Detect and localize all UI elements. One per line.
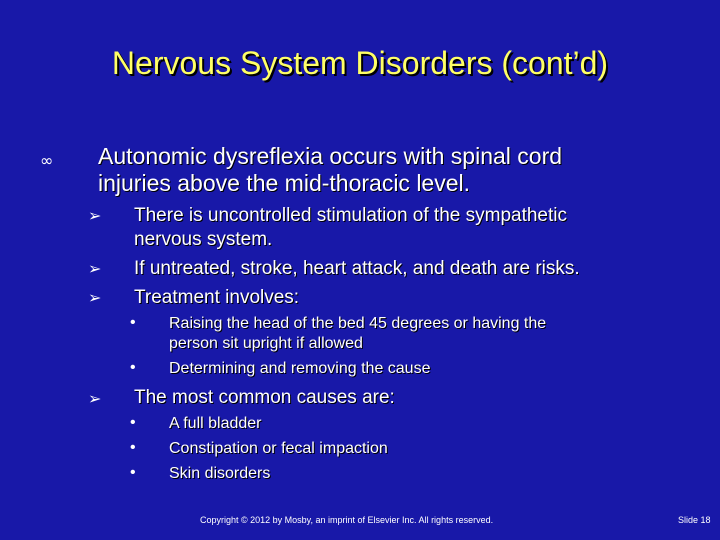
sub-item-4: The most common causes are: — [134, 387, 395, 408]
main-bullet-line-2: injuries above the mid-thoracic level. — [98, 170, 471, 196]
arrow-bullet-icon: ➢ — [88, 391, 102, 408]
treatment-item-1-line-1: Raising the head of the bed 45 degrees or having the — [169, 315, 547, 332]
copyright-footer: Copyright © 2012 by Mosby, an imprint of Elsevier Inc. All rights reserved. — [200, 515, 494, 525]
main-bullet-line-1: Autonomic dysreflexia occurs with spinal cord — [98, 143, 563, 169]
arrow-bullet-icon: ➢ — [88, 208, 102, 225]
slide-number: Slide 18 — [678, 515, 711, 525]
slide-title: Nervous System Disorders (cont’d) — [111, 45, 609, 81]
treatment-item-1-line-2: person sit upright if allowed — [169, 335, 363, 352]
sub-item-1-line-2: nervous system. — [134, 229, 273, 250]
cause-item: Skin disorders — [169, 465, 271, 482]
infinity-bullet-icon: ∞ — [40, 151, 54, 170]
round-bullet-icon: • — [130, 464, 136, 481]
arrow-bullet-icon: ➢ — [88, 290, 102, 307]
round-bullet-icon: • — [130, 439, 136, 456]
round-bullet-icon: • — [130, 414, 136, 431]
sub-item-1-line-1: There is uncontrolled stimulation of the sympathetic — [134, 205, 567, 226]
sub-item-2: If untreated, stroke, heart attack, and death are risks. — [134, 258, 580, 279]
round-bullet-icon: • — [130, 359, 136, 376]
treatment-item-2: Determining and removing the cause — [169, 360, 431, 377]
arrow-bullet-icon: ➢ — [88, 261, 102, 278]
sub-item-3: Treatment involves: — [134, 287, 300, 308]
cause-item: A full bladder — [169, 415, 262, 432]
round-bullet-icon: • — [130, 314, 136, 331]
cause-item: Constipation or fecal impaction — [169, 440, 388, 457]
